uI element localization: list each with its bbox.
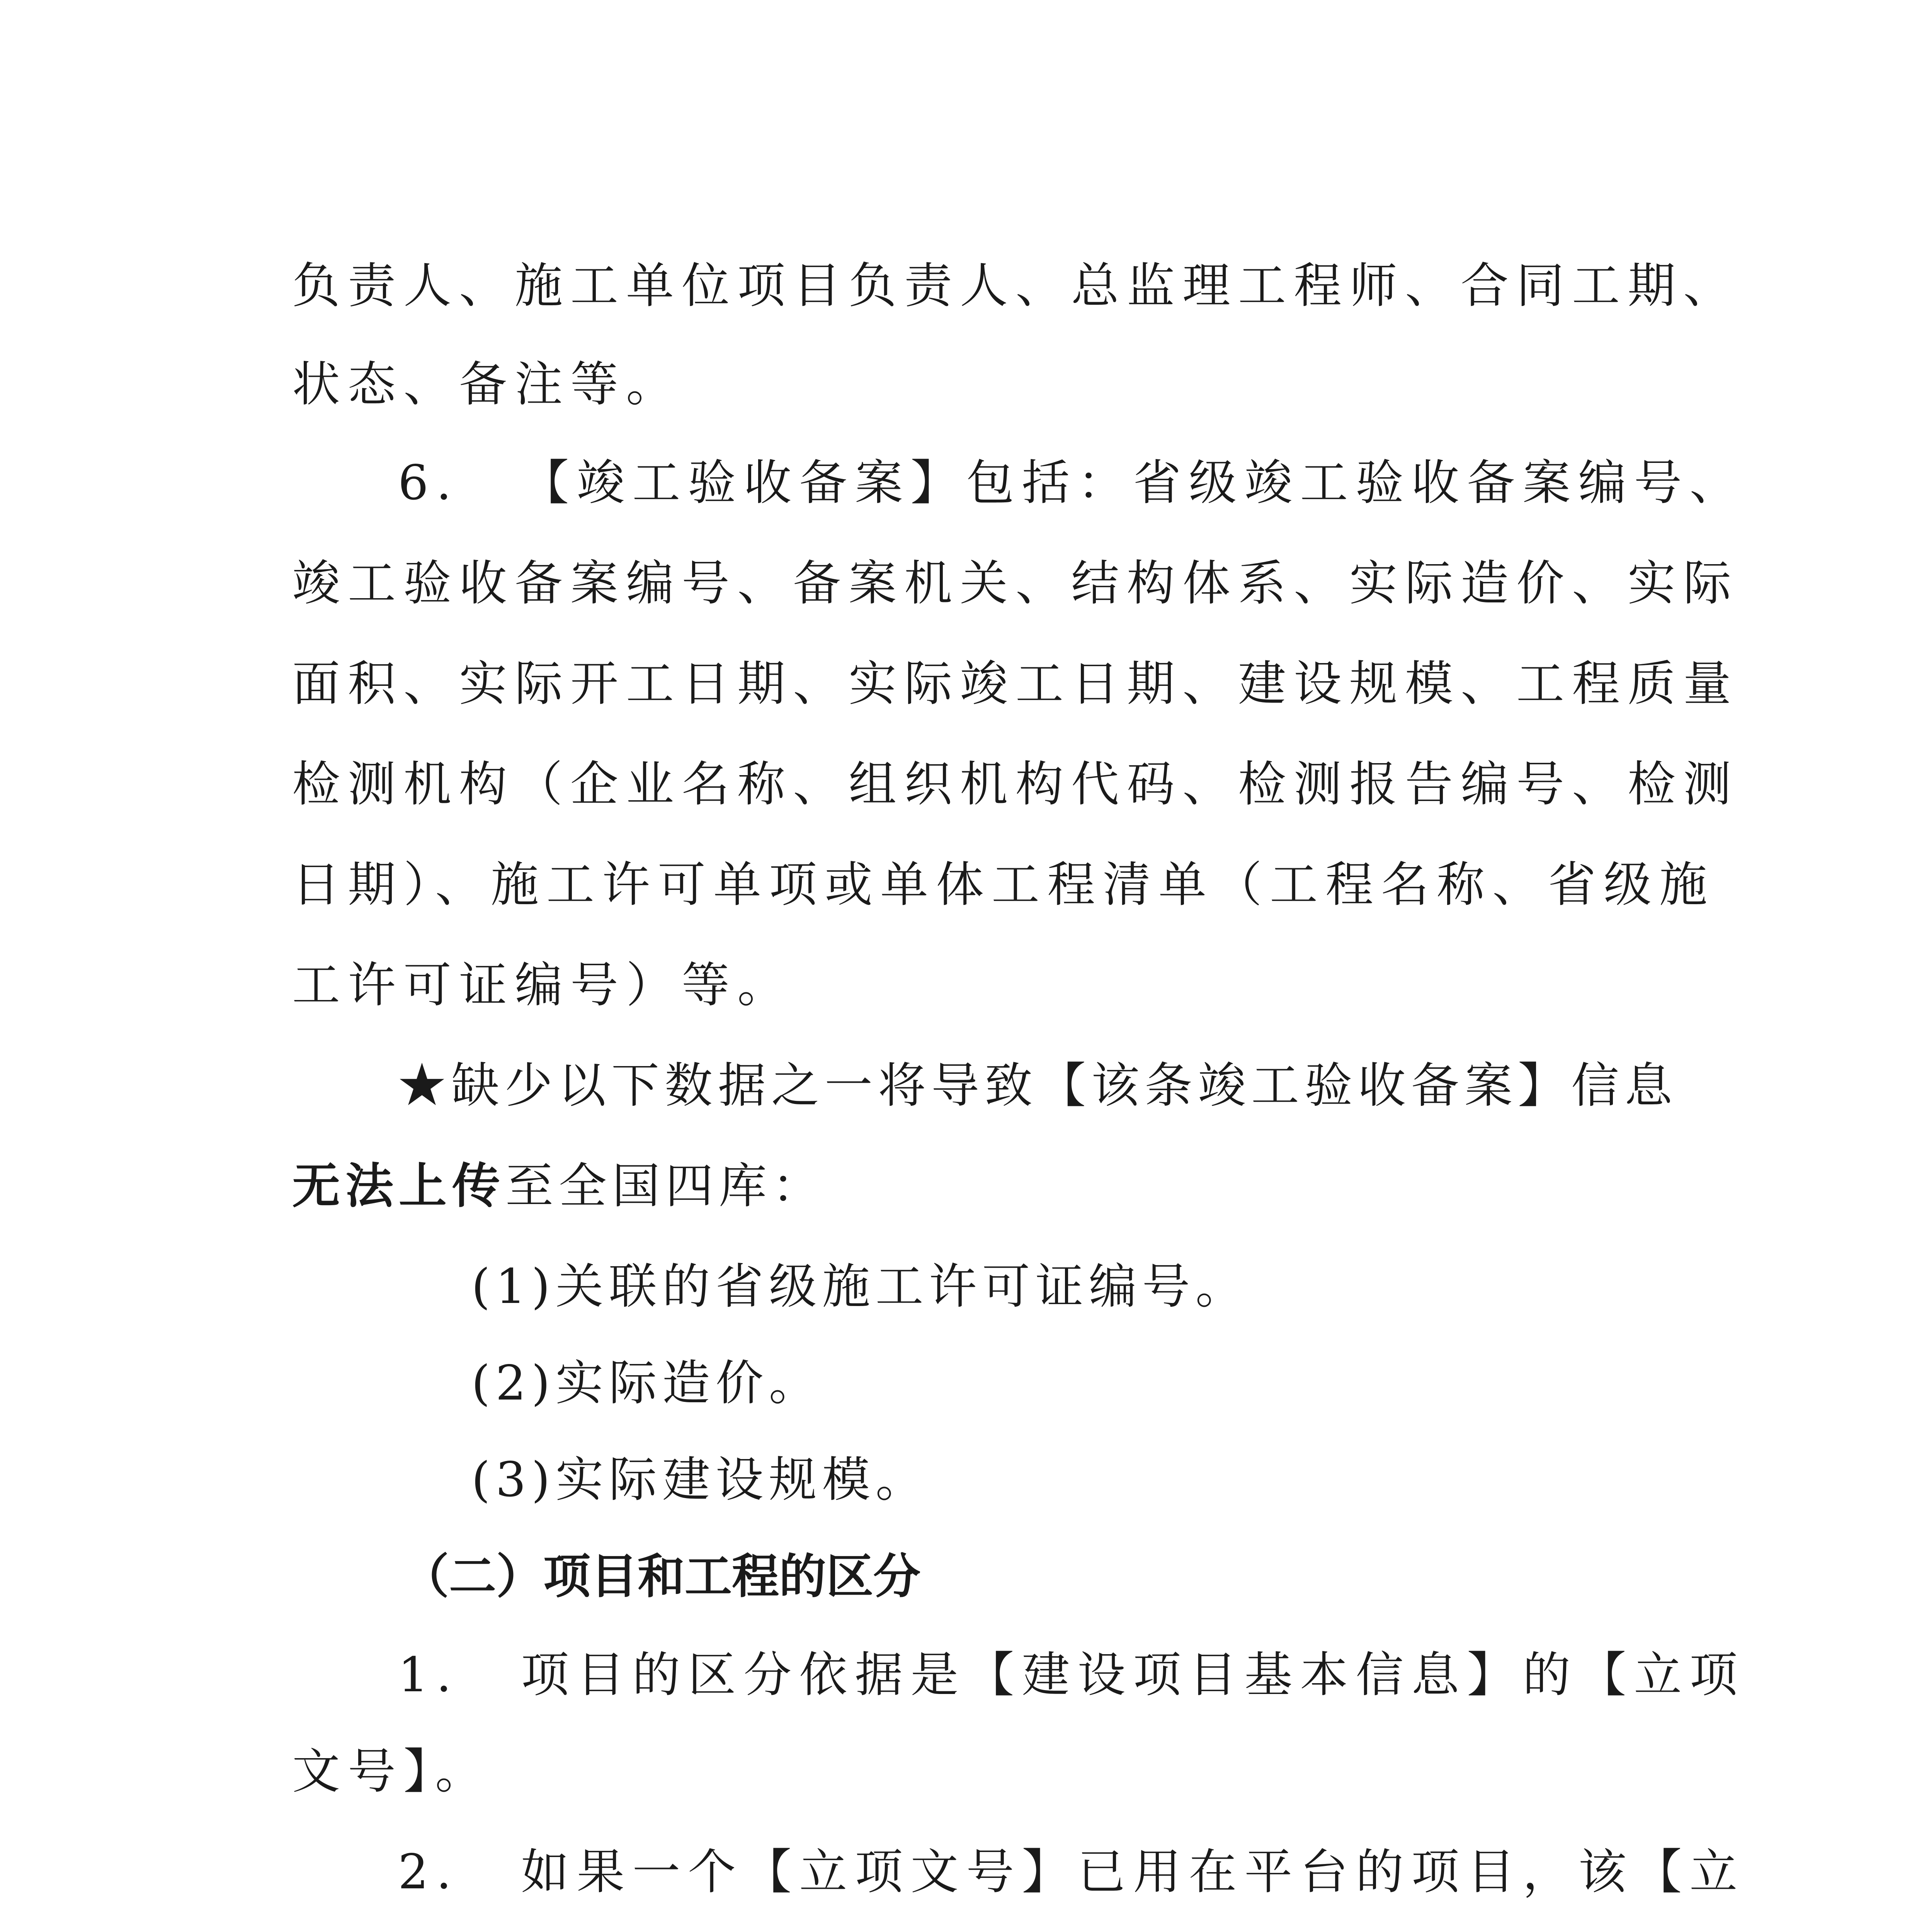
notice-rest-text: 至全国四库： — [505, 1158, 826, 1214]
paragraph-1-number: 1. — [398, 1647, 459, 1703]
paragraph-continuation-line-2: 状态、备注等。 — [292, 357, 682, 412]
notice-line-2 — [292, 1155, 825, 1217]
paragraph-6-line-1 — [398, 452, 1745, 514]
paragraph-2-line-1 — [398, 1841, 1745, 1903]
paragraph-2-number: 2. — [398, 1844, 459, 1900]
paragraph-6-line-3: 面积、实际开工日期、实际竣工日期、建设规模、工程质量 — [292, 656, 1739, 712]
paragraph-6-line-2: 竣工验收备案编号、备案机关、结构体系、实际造价、实际 — [292, 556, 1739, 611]
paragraph-6-text-1: 【竣工验收备案】包括：省级竣工验收备案编号、 — [521, 455, 1745, 511]
paragraph-1-line-2: 文号】。 — [292, 1744, 491, 1799]
paragraph-2-text-1: 如果一个【立项文号】已用在平台的项目，该【立 — [521, 1844, 1745, 1900]
paragraph-6-number: 6. — [398, 455, 459, 511]
section-heading: （二）项目和工程的区分 — [402, 1549, 920, 1604]
list-item: (2)实际造价。 — [471, 1355, 822, 1411]
list-item: (3)实际建设规模。 — [471, 1452, 929, 1508]
paragraph-6-line-5: 日期）、施工许可单项或单体工程清单（工程名称、省级施 — [292, 857, 1715, 913]
paragraph-1-line-1 — [398, 1644, 1745, 1706]
paragraph-1-text-1: 项目的区分依据是【建设项目基本信息】的【立项 — [521, 1647, 1745, 1703]
paragraph-6-line-6: 工许可证编号）等。 — [292, 957, 793, 1013]
notice-line-1: ★缺少以下数据之一将导致【该条竣工验收备案】信息 — [398, 1058, 1678, 1114]
paragraph-6-line-4: 检测机构（企业名称、组织机构代码、检测报告编号、检测 — [292, 757, 1739, 812]
paragraph-continuation-line-1: 负责人、施工单位项目负责人、总监理工程师、合同工期、 — [292, 258, 1739, 314]
notice-bold-text: 无法上传 — [292, 1158, 506, 1214]
list-item: (1)关联的省级施工许可证编号。 — [471, 1259, 1249, 1315]
